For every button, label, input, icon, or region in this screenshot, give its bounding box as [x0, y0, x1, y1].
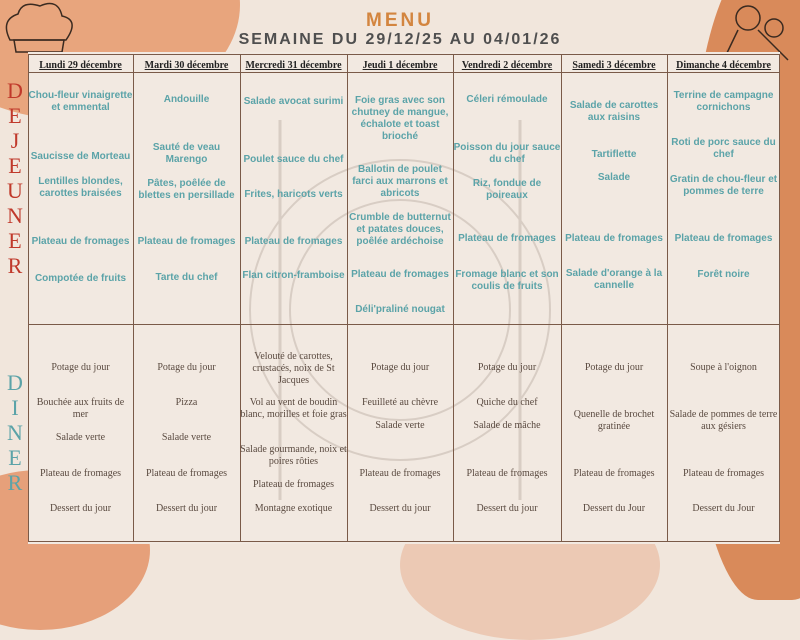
lunch-cheese: Plateau de fromages — [244, 236, 343, 247]
week-subtitle: SEMAINE DU 29/12/25 AU 04/01/26 — [238, 31, 562, 48]
dinner-main: Pizza — [175, 397, 198, 408]
lunch-cheese: Plateau de fromages — [458, 233, 556, 244]
dinner-starter: Potage du jour — [157, 362, 216, 373]
lunch-cheese: Plateau de fromages — [674, 233, 773, 244]
lunch-dessert: Salade d'orange à la cannelle — [565, 268, 663, 291]
dinner-dessert: Dessert du Jour — [582, 503, 646, 514]
lunch-main: Poisson du jour sauce du chef — [453, 142, 561, 165]
lunch-cheese: Plateau de fromages — [137, 236, 236, 247]
lunch-starter: Salade avocat surimi — [243, 96, 344, 107]
lunch-main: Sauté de veau Marengo — [152, 142, 221, 165]
dinner-main: Vol au vent de boudin blanc, morilles et foie gras — [240, 397, 347, 420]
day-name: Mercredi 31 décembre — [245, 60, 342, 71]
dinner-dessert: Dessert du Jour — [692, 503, 755, 514]
lunch-side: Pâtes, poêlée de blettes en persillade — [138, 178, 235, 201]
dinner-main: Bouchée aux fruits de mer — [36, 397, 125, 420]
day-name: Vendredi 2 décembre — [461, 60, 553, 71]
dinner-dessert: Dessert du jour — [369, 503, 431, 514]
lunch-dessert: Forêt noire — [697, 269, 750, 280]
lunch-side: Gratin de chou-fleur et pommes de terre — [669, 174, 778, 197]
lunch-starter: Terrine de campagne cornichons — [673, 90, 774, 113]
lunch-starter: Andouille — [163, 94, 210, 105]
dinner-cheese: Plateau de fromages — [39, 468, 122, 479]
lunch-dessert: Tarte du chef — [155, 272, 218, 283]
lunch-dessert: Flan citron-framboise — [242, 270, 345, 281]
dinner-cheese: Plateau de fromages — [145, 468, 228, 479]
dinner-dessert: Dessert du jour — [155, 503, 218, 514]
dinner-cheese: Plateau de fromages — [466, 468, 548, 479]
lunch-cheese: Plateau de fromages — [351, 269, 449, 280]
day-name: Lundi 29 décembre — [39, 60, 122, 71]
dinner-main: Quiche du chef — [476, 397, 538, 408]
dinner-main: Quenelle de brochet gratinée — [573, 409, 655, 432]
lunch-main: Saucisse de Morteau — [30, 151, 131, 162]
lunch-starter: Chou-fleur vinaigrette et emmental — [28, 90, 133, 113]
lunch-side: Riz, fondue de poireaux — [472, 178, 542, 201]
day-name: Dimanche 4 décembre — [676, 60, 771, 71]
dejeuner-label: D E J E U N E R — [7, 78, 23, 278]
lunch-side: Crumble de butternut et patates douces, poêlée ardéchoise — [349, 212, 451, 247]
lunch-side: Salade — [597, 172, 631, 183]
dinner-starter: Potage du jour — [51, 362, 110, 373]
day-name: Samedi 3 décembre — [572, 60, 656, 71]
lunch-cheese: Plateau de fromages — [565, 233, 663, 244]
lunch-main: Ballotin de poulet farci aux marrons et abricots — [352, 164, 448, 199]
lunch-side: Frites, haricots verts — [244, 189, 343, 200]
dinner-main: Salade de pommes de terre aux gésiers — [669, 409, 778, 432]
dinner-salad: Salade verte — [375, 420, 425, 431]
lunch-main: Poulet sauce du chef — [243, 154, 344, 165]
dinner-salad: Salade verte — [55, 432, 106, 443]
dinner-starter: Velouté de carottes, crustacés, noix de St Jacques — [252, 351, 335, 386]
dinner-starter: Soupe à l'oignon — [690, 362, 757, 373]
dinner-starter: Potage du jour — [584, 362, 644, 373]
lunch-main: Roti de porc sauce du chef — [671, 137, 776, 160]
dinner-dessert: Dessert du jour — [476, 503, 538, 514]
dinner-cheese: Plateau de fromages — [682, 468, 765, 479]
lunch-dessert: Déli'praliné nougat — [355, 304, 445, 315]
lunch-cheese: Plateau de fromages — [31, 236, 130, 247]
dinner-salad: Salade verte — [161, 432, 212, 443]
lunch-starter: Foie gras avec son chutney de mangue, échalote et toast brioché — [351, 95, 449, 142]
dinner-dessert: Montagne exotique — [254, 503, 333, 514]
lunch-dessert: Compotée de fruits — [34, 273, 127, 284]
day-name: Mardi 30 décembre — [144, 60, 229, 71]
menu-title: MENU — [366, 10, 434, 31]
dinner-salad: Salade de mâche — [473, 420, 541, 431]
lunch-main: Tartiflette — [591, 149, 637, 160]
dinner-salad: Salade gourmande, noix et poires rôties — [240, 444, 347, 467]
dinner-cheese: Plateau de fromages — [359, 468, 441, 479]
lunch-dessert: Fromage blanc et son coulis de fruits — [455, 269, 559, 292]
lunch-starter: Salade de carottes aux raisins — [569, 100, 659, 123]
dinner-main: Feuilleté au chèvre — [361, 397, 439, 408]
dinner-cheese: Plateau de fromages — [573, 468, 655, 479]
diner-label: D I N E R — [7, 370, 23, 495]
lunch-starter: Céleri rémoulade — [466, 94, 548, 105]
column-divider — [240, 54, 241, 542]
dinner-starter: Potage du jour — [477, 362, 537, 373]
day-name: Jeudi 1 décembre — [362, 60, 438, 71]
dinner-cheese: Plateau de fromages — [252, 479, 335, 490]
dinner-starter: Potage du jour — [370, 362, 430, 373]
dinner-dessert: Dessert du jour — [49, 503, 112, 514]
lunch-side: Lentilles blondes, carottes braisées — [38, 176, 123, 199]
